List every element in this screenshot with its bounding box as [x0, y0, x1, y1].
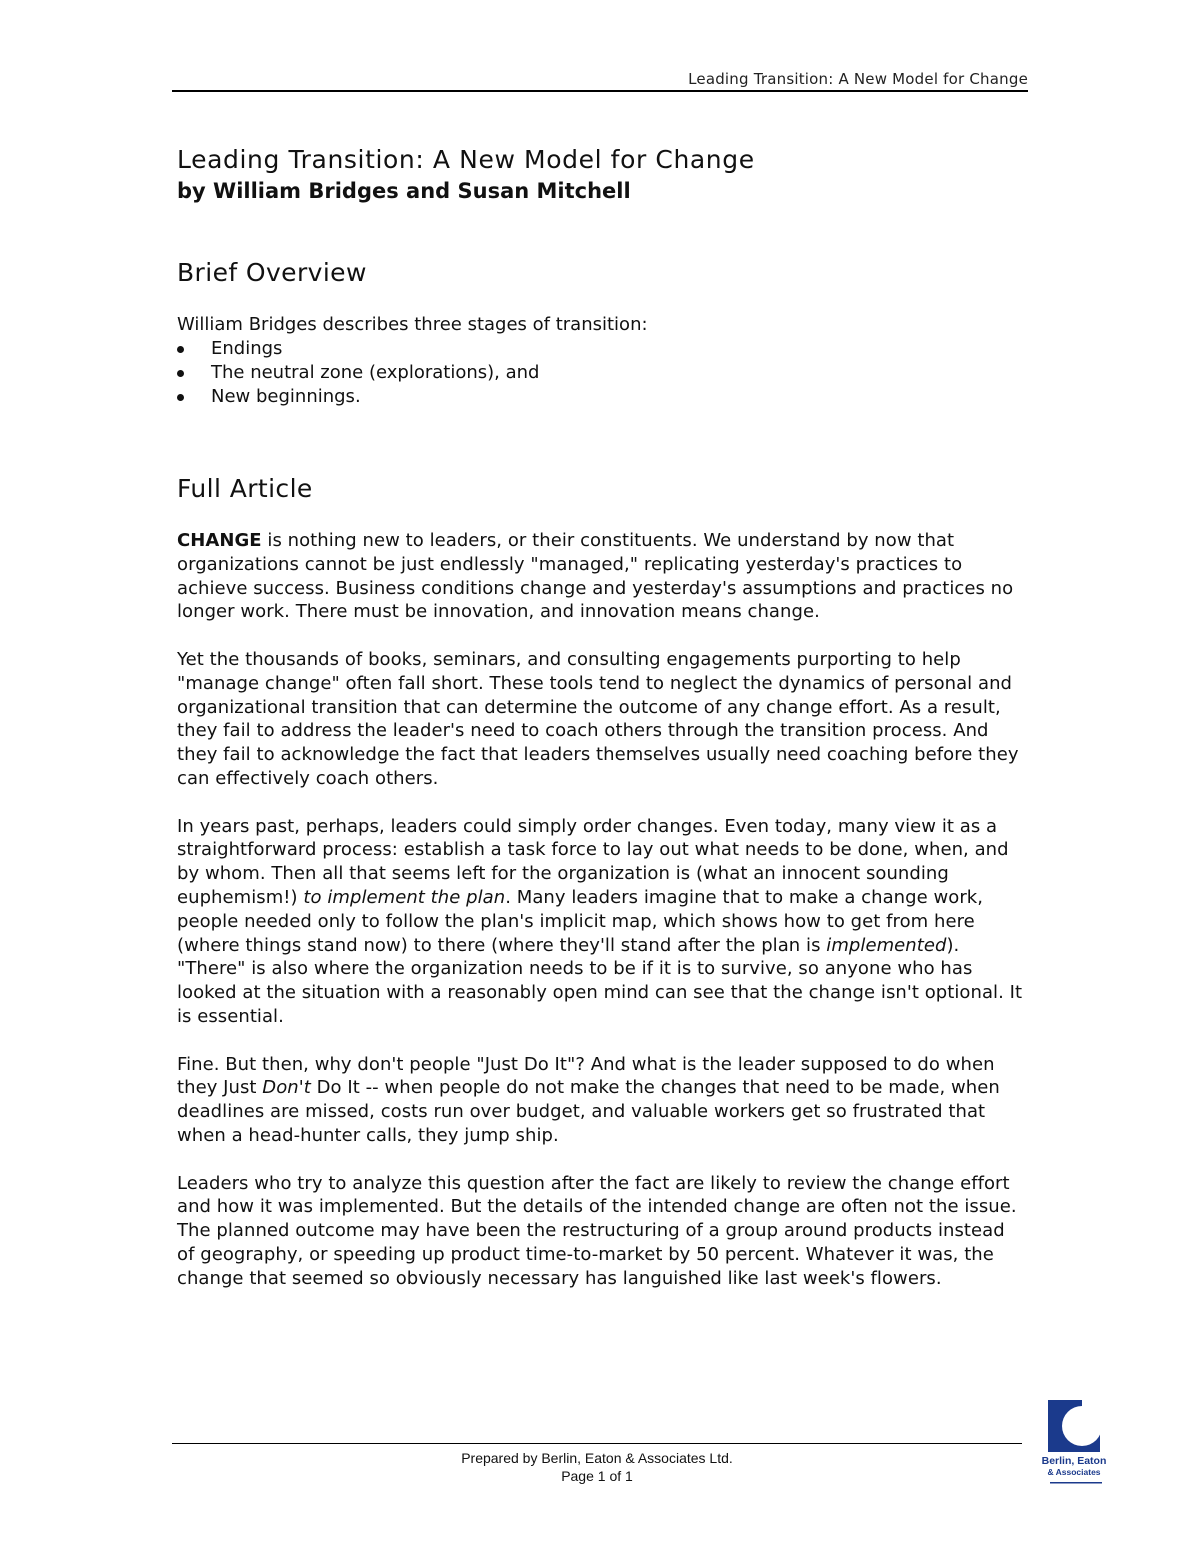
article-paragraph-2: Yet the thousands of books, seminars, and consulting engagements purporting to help "manage change" often fall short. These tools tend to neglect the dynamics of personal and organizational transition that can determine the outcome of any change effort. As a result, they fail to address the leader's need to coach others through the transition process. And they fail to acknowledge the fact that leaders themselves usually need coaching before they can effectively coach others. — [177, 648, 1019, 789]
paragraph-text: Fine. But then, why don't people "Just Do It"? And what is the leader supposed to do when they Just — [177, 1053, 995, 1099]
article-paragraph-1 — [177, 529, 1027, 624]
bullet-icon — [177, 346, 184, 353]
article-paragraph-5: Leaders who try to analyze this question after the fact are likely to review the change effort and how it was implemented. But the details of the intended change are often not the issue. The planned outcome may have been the restructuring of a group around products instead of geography, or speeding up product time-to-market by 50 percent. Whatever it was, the change that seemed so obviously necessary has languished like last week's flowers. — [177, 1172, 1017, 1289]
document-title: Leading Transition: A New Model for Change — [177, 145, 755, 174]
logo-text-line-1: Berlin, Eaton — [1041, 1455, 1106, 1467]
stage-label: New beginnings. — [211, 386, 361, 407]
emphasis-text: Don't — [262, 1077, 311, 1099]
page-footer — [172, 1449, 1022, 1485]
overview-intro: William Bridges describes three stages of transition: — [177, 314, 648, 335]
stage-list — [177, 337, 1027, 409]
bullet-icon — [177, 370, 184, 377]
list-item — [177, 337, 1027, 361]
list-item — [177, 361, 1027, 385]
article-heading: Full Article — [177, 474, 313, 503]
prepared-by: Prepared by Berlin, Eaton & Associates Ltd. — [461, 1450, 733, 1466]
paragraph-text: is nothing new to leaders, or their constituents. We understand by now that organizations cannot be just endlessly "managed," replicating yesterday's practices to achieve success. Business conditions change and yesterday's assumptions and practices no longer work. There must be innovation, and innovation means change. — [177, 530, 1014, 623]
emphasis-text: to implement the plan — [303, 886, 506, 908]
overview-heading: Brief Overview — [177, 258, 367, 287]
article-paragraph-4 — [177, 1053, 1027, 1148]
header-rule — [172, 90, 1028, 92]
stage-label: The neutral zone (explorations), and — [211, 362, 540, 383]
emphasis-text: implemented — [826, 934, 947, 956]
footer-rule — [172, 1443, 1022, 1444]
article-paragraph-3 — [177, 815, 1027, 1029]
paragraph-text: . Many leaders imagine that to make a change work, people needed only to follow the plan's implicit map, which shows how to get from here (where things stand now) to there (where they'll stand after the plan is — [177, 886, 984, 956]
logo-text-line-2: & Associates — [1047, 1467, 1101, 1477]
running-header: Leading Transition: A New Model for Change — [688, 70, 1028, 88]
lead-word: CHANGE — [177, 530, 262, 551]
document-body — [177, 144, 1027, 1291]
bullet-icon — [177, 394, 184, 401]
company-logo-icon — [1036, 1398, 1106, 1488]
page-number: Page 1 of 1 — [561, 1468, 633, 1484]
document-byline: by William Bridges and Susan Mitchell — [177, 179, 631, 203]
list-item — [177, 385, 1027, 409]
paragraph-text: ). "There" is also where the organization needs to be if it is to survive, so anyone who has looked at the situation with a reasonably open mind can see that the change isn't optional. It is essential. — [177, 934, 1023, 1027]
paragraph-text: Do It -- when people do not make the changes that need to be made, when deadlines are missed, costs run over budget, and valuable workers get so frustrated that when a head-hunter calls, they jump ship. — [177, 1077, 1000, 1146]
stage-label: Endings — [211, 338, 283, 359]
paragraph-text: In years past, perhaps, leaders could simply order changes. Even today, many view it as a straightforward process: establish a task force to lay out what needs to be done, when, and by whom. Then all that seems left for the organization is (what an innocent sounding euphemism!) — [177, 815, 1009, 908]
